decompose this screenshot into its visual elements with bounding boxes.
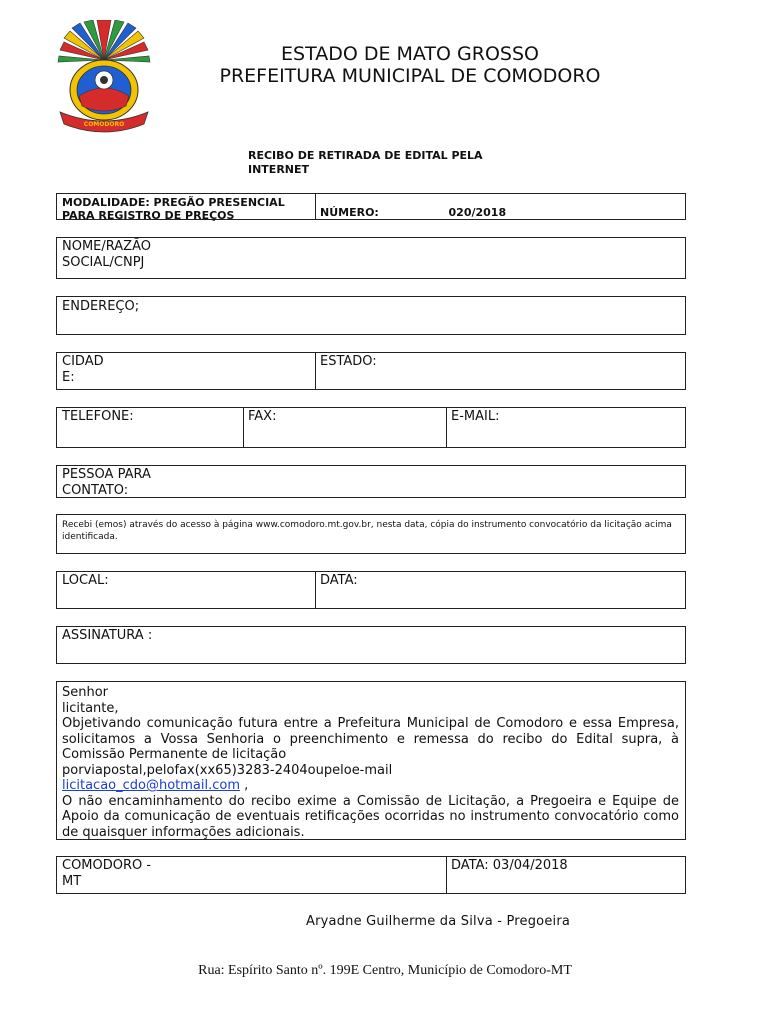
header-state: ESTADO DE MATO GROSSO <box>281 43 539 65</box>
email-label: E-MAIL: <box>451 409 500 424</box>
endereco-label: ENDEREÇO; <box>62 299 140 314</box>
declaracao-box <box>56 514 686 554</box>
pessoa-contato-field[interactable] <box>56 465 686 498</box>
footer-address: Rua: Espírito Santo nº. 199E Centro, Município de Comodoro-MT <box>198 963 572 978</box>
message-body-1: Objetivando comunicação futura entre a Prefeitura Municipal de Comodoro e essa Empresa, solicitamos a Vossa Senhoria o preenchimento e remessa do recibo do Edital supra, à Comissão Permanente de licitação <box>62 716 679 762</box>
closing-date: DATA: 03/04/2018 <box>451 858 568 873</box>
numero-label: NÚMERO: <box>320 206 379 219</box>
signature-line: Aryadne Guilherme da Silva - Pregoeira <box>306 914 571 929</box>
modalidade-row <box>56 193 686 220</box>
contact-word: 3283-2404 <box>236 762 308 778</box>
telefone-field[interactable] <box>57 408 243 447</box>
message-greeting: Senhor licitante, <box>62 685 119 716</box>
assinatura-field[interactable] <box>56 626 686 664</box>
contact-word: (xx65) <box>194 762 237 778</box>
contact-word: postal, <box>102 762 147 778</box>
document-title: RECIBO DE RETIRADA DE EDITAL PELA INTERNET <box>248 149 483 176</box>
email-link[interactable]: licitacao_cdo@hotmail.com <box>62 778 241 793</box>
modalidade-label: MODALIDADE: PREGÃO PRESENCIAL PARA REGISTRO DE PREÇOS <box>62 196 285 222</box>
header-municipality: PREFEITURA MUNICIPAL DE COMODORO <box>219 65 601 87</box>
nome-field[interactable] <box>56 237 686 279</box>
contato-row <box>56 407 686 448</box>
contact-word: e-mail <box>351 762 393 778</box>
contact-word: pelo <box>323 762 352 778</box>
local-data-row <box>56 571 686 609</box>
message-contact-line <box>62 763 679 779</box>
contact-word: fax <box>174 762 195 778</box>
email-field[interactable] <box>446 408 685 447</box>
fax-label: FAX: <box>248 409 277 424</box>
municipal-coat-of-arms-logo <box>54 20 154 140</box>
nome-label: NOME/RAZÃO SOCIAL/CNPJ <box>62 239 151 270</box>
data-label: DATA: <box>320 573 358 588</box>
contact-word: por <box>62 762 84 778</box>
message-body-2: O não encaminhamento do recibo exime a Comissão de Licitação, a Pregoeira e Equipe de Apoio da comunicação de eventuais retificações ocorridas no instrumento convocatório como de quaisquer informações adicionais. <box>62 793 679 840</box>
message-text <box>57 682 685 840</box>
closing-place: COMODORO - MT <box>62 858 152 889</box>
local-label: LOCAL: <box>62 573 109 588</box>
declaracao-text: Recebi (emos) através do acesso à página www.comodoro.mt.gov.br, nesta data, cópia do instrumento convocatório da licitação acima identificada. <box>62 520 672 542</box>
cidade-label: CIDAD E: <box>62 354 104 385</box>
logo-ribbon-text: COMODORO <box>83 121 125 128</box>
cidade-estado-row <box>56 352 686 390</box>
endereco-field[interactable] <box>56 296 686 335</box>
email-suffix: , <box>240 778 249 793</box>
closing-row <box>56 856 686 894</box>
local-field[interactable] <box>57 572 315 608</box>
estado-field[interactable] <box>315 353 685 389</box>
data-field[interactable] <box>315 572 685 608</box>
cidade-field[interactable] <box>57 353 315 389</box>
numero-value: 020/2018 <box>448 206 507 219</box>
fax-field[interactable] <box>243 408 446 447</box>
message-box <box>56 681 686 840</box>
coat-of-arms-icon <box>54 20 154 140</box>
estado-label: ESTADO: <box>320 354 377 369</box>
contact-word: ou <box>307 762 324 778</box>
telefone-label: TELEFONE: <box>62 409 134 424</box>
contact-word: pelo <box>146 762 175 778</box>
assinatura-label: ASSINATURA : <box>62 628 153 643</box>
contact-word: via <box>83 762 103 778</box>
pessoa-contato-label: PESSOA PARA CONTATO: <box>62 467 151 498</box>
